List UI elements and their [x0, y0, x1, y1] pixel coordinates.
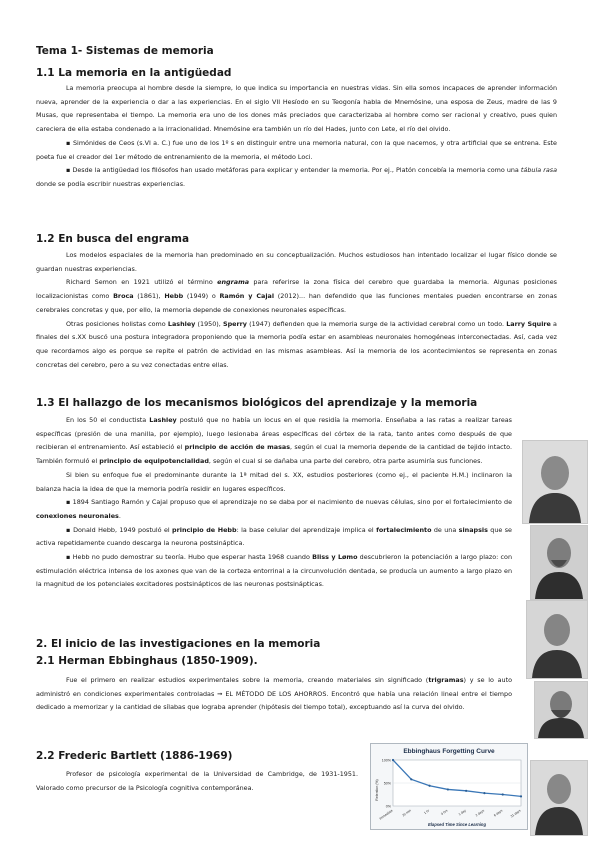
section-2-1-body — [36, 674, 512, 715]
portrait-icon — [523, 441, 587, 523]
chart-x-tick-label: 1 day — [457, 808, 467, 817]
forgetting-curve-chart — [370, 743, 528, 830]
portrait-icon — [535, 682, 587, 738]
portrait-photo-hebb — [526, 600, 588, 679]
paragraph-modelos-espaciales: Los modelos espaciales de la memoria han predominado en su conceptualización. Muchos estudiosos han intentado localizar el lugar físico donde se guardan nuestras experiencias. — [36, 251, 557, 273]
chart-x-tick-label: 20 min — [401, 808, 412, 818]
chart-x-tick-label: 2 days — [474, 808, 486, 818]
portrait-photo-ramon-y-cajal — [530, 525, 588, 600]
bullet-hebb: ▪ Donald Hebb, 1949 postuló el principio de Hebb: la base celular del aprendizaje implica el fortalecimiento de una sinapsis que se activa repetidamente cuando descarga la neurona postsináptica. — [36, 524, 512, 551]
section-1-1-body — [36, 82, 557, 192]
paragraph-mnemosine: La memoria preocupa al hombre desde la siempre, lo que indica su importancia en nuestras vidas. Sin ella somos incapaces de aprender información nueva, aprender de la experiencia o dar a las experiencias. En el siglo VII Hesíodo en su Teogonía habla de Mnemósine, una esposa de Zeus, madre de las 9 Musas, que representaba el tiempo. La memoria era uno de los dones más preciados que caracterizaba al hombre como ser racional y creativo, pues quien careciera de ella estaba condenado a la irracionalidad. Mnemósine era también un río del Hades, junto con Lete, el río del olvido. — [36, 84, 557, 134]
portrait-photo-ebbinghaus — [534, 681, 588, 739]
chart-x-label: Elapsed Time Since Learning — [427, 822, 487, 827]
portrait-icon — [531, 526, 587, 599]
forgetting-curve-svg — [371, 744, 527, 829]
bullet-simonides: ▪ Simónides de Ceos (s.VI a. C.) fue uno de los 1º s en distinguir entre una memoria natural, con la que nacemos, y otra artificial que se entrena. Este poeta fue el creador del 1er método de entrenamiento de la memoria, el método Loci. — [36, 137, 557, 164]
chart-data-point — [465, 790, 467, 792]
paragraph-holistas: Otras posiciones holistas como Lashley (1950), Sperry (1947) defienden que la memoria surge de la actividad cerebral como un todo. Larry Squire a finales del s.XX buscó una postura integradora proponiendo que la memoria podía estar en asambleas neuronales homogéneas interconectadas. Así, cada vez que recordamos algo es porque se repite el patrón de actividad en las mismas asambleas. Así la memoria de los acontecimientos se representa en zonas concretas del cerebro, pero a su vez conectadas entre ellas. — [36, 319, 557, 369]
paragraph-lashley: En los 50 el conductista Lashley postuló que no había un locus en el que residía la memoria. Enseñaba a las ratas a realizar tareas específicas (presión de una manilla, por ejemplo), luego lesionaba áreas específicas del córtex de la rata, tanto antes como después de que recibieran el entrenamiento. Así estableció el principio de acción de masas, según el cual la memoria depende de la cantidad de tejido intacto. También formuló el principio de equipotencialidad, según el cual si se dañaba una parte del cerebro, otra parte asumiría sus funciones. — [36, 416, 513, 466]
chart-x-tick-label: Immediate — [378, 808, 394, 821]
section-1-3-body — [36, 414, 512, 592]
chart-y-label: Retention (%) — [375, 779, 379, 801]
chart-x-tick-label: 6 days — [493, 808, 504, 818]
chart-x-tick-label: 1 hr — [423, 808, 431, 816]
bullet-platon: ▪ Desde la antigüedad los filósofos han usado metáforas para explicar y entender la memoria. Por ej., Platón concebía la memoria como una tábula rasa donde se podía escribir nuestras experiencias. — [36, 164, 557, 191]
section-heading-1-3: 1.3 El hallazgo de los mecanismos biológicos del aprendizaje y la memoria — [36, 397, 478, 409]
bullet-bliss-lomo: ▪ Hebb no pudo demostrar su teoría. Hubo que esperar hasta 1968 cuando Bliss y Lømo descubrieron la potenciación a largo plazo: con estimulación eléctrica intensa de los axones que van de la corteza entorrinal a la circunvolución dentada, se producía un aumento a largo plazo en la magnitud de los potenciales excitadores postsinápticos de las neuronas postsinápticas. — [36, 551, 512, 592]
paragraph-bartlett: Profesor de psicología experimental de la Universidad de Cambridge, de 1931-1951. Valorado como precursor de la Psicología cognitiva contemporánea. — [36, 770, 358, 792]
section-heading-2-2: 2.2 Frederic Bartlett (1886-1969) — [36, 750, 233, 762]
section-2-2-body — [36, 768, 358, 795]
portrait-photo-lashley — [522, 440, 588, 524]
chart-data-point — [502, 793, 504, 795]
paragraph-engrama: Richard Semon en 1921 utilizó el término engrama para referirse la zona física del cerebro que guardaba la memoria. Algunas posiciones localizacionistas como Broca (1861), Hebb (1949) o Ramón y Cajal (2012)... han defendido que las funciones mentales pueden encontrarse en zonas cerebrales concretas y que, por ello, la memoria depende de conexiones neuronales específicas. — [36, 278, 557, 314]
section-heading-1-2: 1.2 En busca del engrama — [36, 233, 190, 245]
document-title: Tema 1- Sistemas de memoria — [36, 45, 214, 57]
chart-data-point — [483, 792, 485, 794]
section-heading-2: 2. El inicio de las investigaciones en la memoria — [36, 638, 321, 650]
bullet-ramon-y-cajal: ▪ 1894 Santiago Ramón y Cajal propuso que el aprendizaje no se daba por el nacimiento de nuevas células, sino por el fortalecimiento de conexiones neuronales. — [36, 496, 512, 523]
portrait-icon — [531, 761, 587, 835]
chart-grid — [393, 760, 521, 806]
tabula-rasa-term: tábula rasa — [520, 166, 557, 175]
portrait-icon — [527, 601, 587, 678]
chart-y-tick-label: 50% — [383, 781, 391, 786]
chart-data-point — [410, 778, 412, 780]
chart-y-tick-label: 0% — [385, 804, 391, 809]
chart-y-tick-label: 100% — [381, 758, 391, 763]
chart-x-tick-label: 31 days — [509, 808, 522, 819]
chart-x-tick-label: 9 hrs — [440, 808, 449, 817]
chart-y-ticks — [382, 758, 392, 808]
chart-title: Ebbinghaus Forgetting Curve — [403, 748, 495, 755]
section-heading-2-1: 2.1 Herman Ebbinghaus (1850-1909). — [36, 655, 258, 667]
section-1-2-body — [36, 249, 557, 372]
chart-data-point — [520, 795, 522, 797]
chart-data-point — [392, 759, 394, 761]
paragraph-ebbinghaus: Fue el primero en realizar estudios experimentales sobre la memoria, creando materiales sin significado (trigramas) y se lo auto administró en condiciones experimentales controladas ➞ EL MÉTODO DE LOS AHORROS. Encontró que había una relación lineal entre el tiempo dedicado a memorizar y la cantidad de sílabas que lograba aprender (hipótesis del tiempo total), exceptuando así la curva del olvido. — [36, 676, 513, 712]
chart-x-ticks — [379, 808, 522, 821]
section-heading-1-1: 1.1 La memoria en la antigüedad — [36, 67, 232, 79]
chart-data-point — [428, 785, 430, 787]
chart-data-point — [447, 788, 449, 790]
paragraph-hm: Si bien su enfoque fue el predominante durante la 1ª mitad del s. XX, estudios posteriores (como ej., el paciente H.M.) inclinaron la balanza hacia la idea de que la memoria podría residir en lugares específicos. — [36, 470, 512, 493]
portrait-photo-bartlett — [530, 760, 588, 836]
